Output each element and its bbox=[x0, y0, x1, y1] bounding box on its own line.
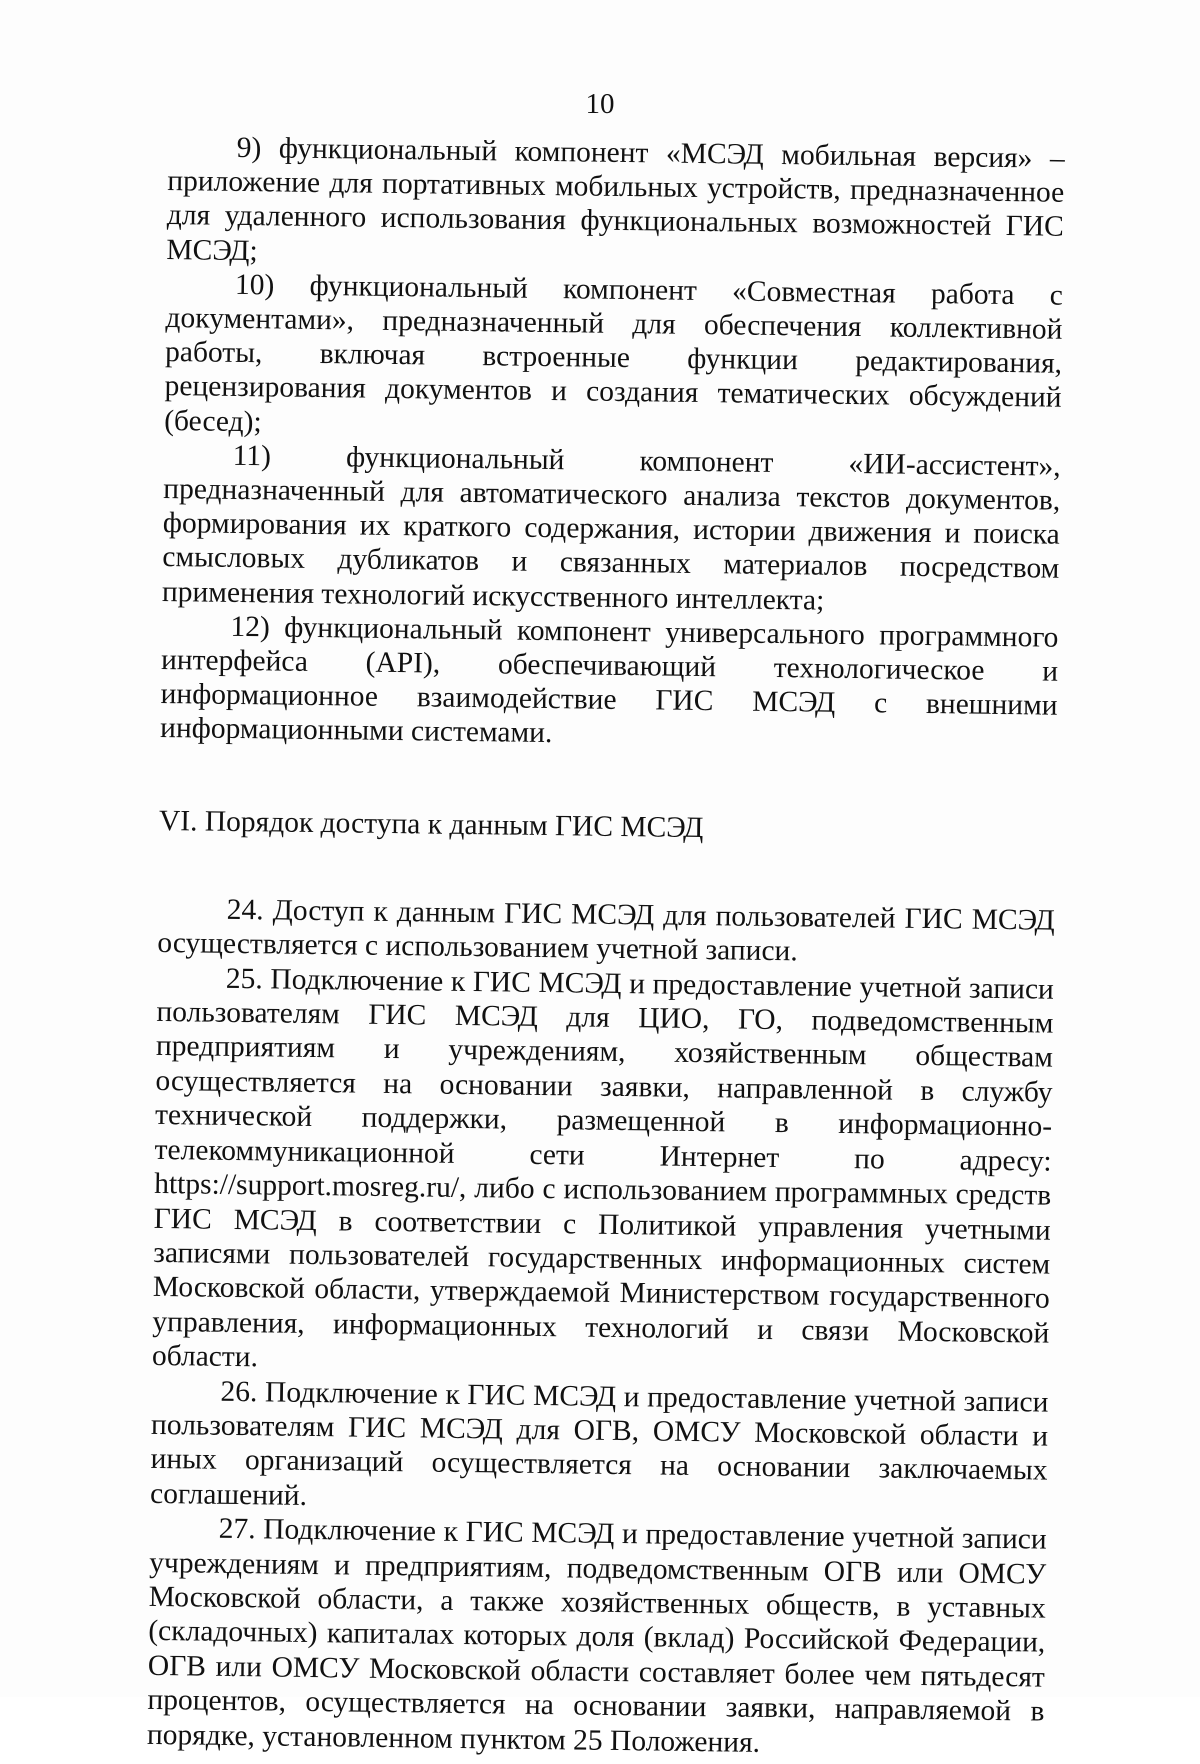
clause-paragraph: 25. Подключение к ГИС МСЭД и предоставление учетной записи пользователям ГИС МСЭД для ЦИО, ГО, подведомственным предприятиям и учреждениям, хозяйственным обществам осуществляется на основании заявки, направленной в службу технической поддержки, размещенной в информационно-телекоммуникационной сети Интернет по адресу: https://support.mosreg.ru/, либо с использованием программных средств ГИС МСЭД в соответствии с Политикой управления учетными записями пользователей государственных информационных систем Московской области, утверждаемой Министерством государственного управления, информационных технологий и связи Московской области. bbox=[151, 962, 1055, 1374]
list-item: 9) функциональный компонент «МСЭД мобильная версия» – приложение для портативных мобильных устройств, предназначенное для удаленного использования функциональных возможностей ГИС МСЭД; bbox=[166, 131, 1065, 267]
clause-paragraph: 26. Подключение к ГИС МСЭД и предоставление учетной записи пользователям ГИС МСЭД для ОГВ, ОМСУ Московской области и иных организаций осуществляется на основании заключаемых соглашений. bbox=[149, 1375, 1049, 1512]
document-body bbox=[147, 130, 1065, 1764]
list-item: 11) функциональный компонент «ИИ-ассистент», предназначенный для автоматического анализа текстов документов, формирования их краткого содержания, истории движения и поиска смысловых дубликатов и связанных материалов посредством применения технологий искусственного интеллекта; bbox=[161, 439, 1061, 617]
list-item: 12) функциональный компонент универсального программного интерфейса (API), обеспечивающий технологическое и информационное взаимодействие ГИС МСЭД с внешними информационными системами. bbox=[159, 610, 1059, 750]
page-number: 10 bbox=[585, 88, 615, 120]
clause-list bbox=[147, 892, 1055, 1764]
clause-paragraph: 24. Доступ к данным ГИС МСЭД для пользователей ГИС МСЭД осуществляется с использованием учетной записи. bbox=[157, 893, 1055, 968]
component-list bbox=[160, 130, 1065, 757]
section-heading: VI. Порядок доступа к данным ГИС МСЭД bbox=[158, 804, 704, 844]
list-item: 10) функциональный компонент «Совместная работа с документами», предназначенный для обеспечения коллективной работы, включая встроенные функции редактирования, рецензирования документов и создания тематических обсуждений (бесед); bbox=[163, 268, 1064, 438]
clause-paragraph: 27. Подключение к ГИС МСЭД и предоставление учетной записи учреждениям и предприятиям, подведомственным ОГВ или ОМСУ Московской области, а также хозяйственных обществ, в уставных (складочных) капиталах которых доля (вклад) Российской Федерации, ОГВ или ОМСУ Московской области составляет более чем пятьдесят процентов, осуществляется на основании заявки, направляемой в порядке, установленном пунктом 25 Положения. bbox=[146, 1512, 1047, 1759]
